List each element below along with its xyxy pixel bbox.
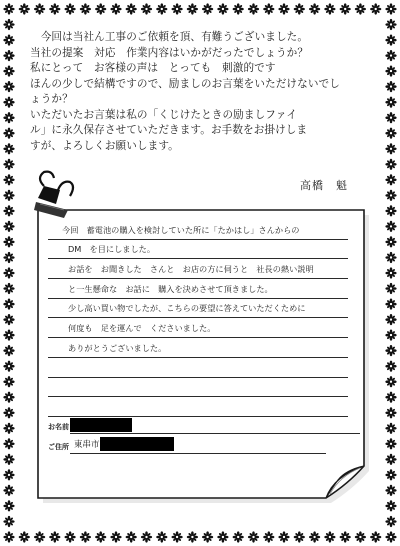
- card-line-text: 何度も 足を運んで くださいました。: [68, 323, 216, 334]
- address-label: ご住所: [48, 443, 69, 451]
- letter-line: 私にとって お客様の声は とっても 刺激的です: [30, 62, 276, 74]
- letter-line: 当社の提案 対応 作業内容はいかがだったでしょうか？: [30, 46, 309, 59]
- card-line: [48, 318, 348, 338]
- letter-signature: 高橋 魁: [300, 179, 348, 192]
- letter-line: ょうか？: [30, 93, 73, 105]
- card-line-text: 今回 蓄電池の購入を検討していた所に「たかはし」さんからの: [62, 224, 300, 235]
- letter-line: ほんの少しで結構ですので、励ましのお言葉をいただけないでし: [30, 77, 340, 90]
- card-line: [48, 358, 348, 378]
- letter-line: 今回は当社ん工事のご依頼を頂、有難うございました。: [30, 31, 309, 43]
- letter-line: すが、よろしくお願いします。: [30, 139, 179, 152]
- card-line: [48, 240, 348, 260]
- card-line-text: 少し高い買い物でしたが、こちらの要望に答えていただくために: [68, 303, 306, 314]
- card-line: [48, 378, 348, 398]
- name-label: お名前: [48, 423, 69, 431]
- address-city: 東串市: [74, 440, 100, 450]
- name-redaction: [70, 418, 132, 432]
- letter-line: いただいたお言葉は私の「くじけたときの励ましファイ: [30, 108, 298, 121]
- card-line: [48, 338, 348, 358]
- card-line-text: と一生懸命な お話に 購入を決めさせて頂きました。: [68, 283, 273, 294]
- letter-line: ル」に永久保存させていただきます。お手数をお掛けしま: [30, 124, 308, 136]
- name-underline: [70, 433, 360, 434]
- card-line-text: ありがとうございました。: [68, 342, 167, 353]
- card-line: [48, 220, 348, 240]
- binder-clip-icon: [34, 172, 73, 218]
- address-underline: [70, 453, 326, 454]
- card-line: [48, 299, 348, 319]
- card-line: [48, 279, 348, 299]
- card-line: [48, 259, 348, 279]
- card-line-text: お話を お聞きした さんと お店の方に伺うと 社長の熱い説明: [68, 264, 314, 275]
- card-line: [48, 397, 348, 417]
- reply-card-lines: [48, 220, 348, 417]
- card-line-text: DM を目にしました。: [68, 244, 156, 255]
- address-redaction: [100, 437, 174, 451]
